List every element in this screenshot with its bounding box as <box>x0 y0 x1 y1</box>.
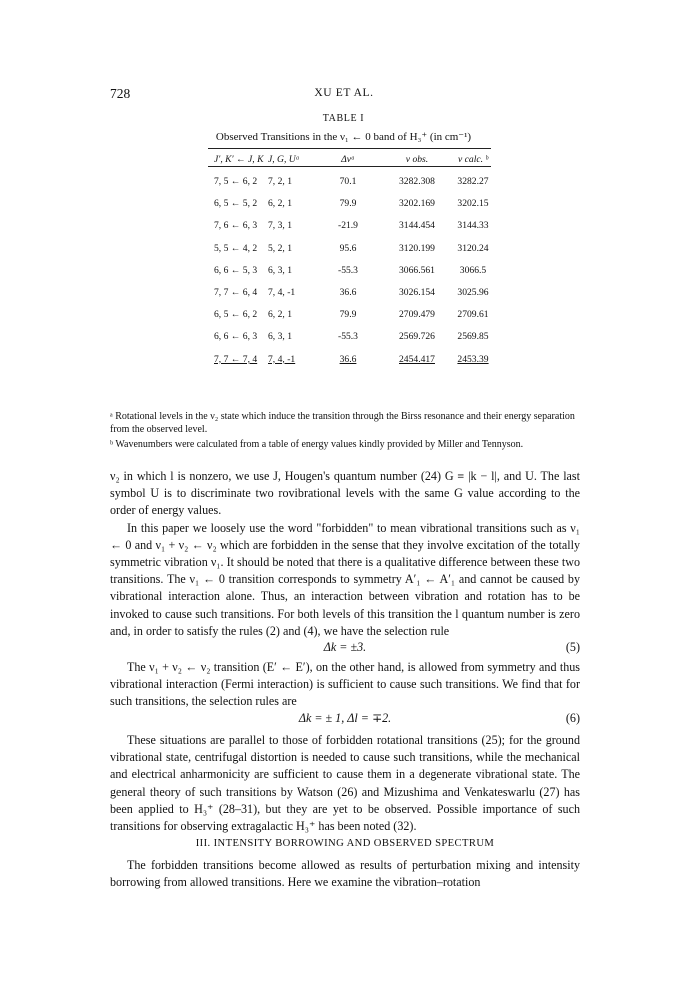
table-label: TABLE I <box>322 113 365 124</box>
table-row <box>0 176 687 196</box>
table-cell: 3282.308 <box>399 176 435 187</box>
table-cell: -55.3 <box>338 331 358 343</box>
page-number: 728 <box>110 86 131 101</box>
table-footnote-a: ᵃ Rotational levels in the ν₂ state which induce the transition through the Birss resonance and their energy separation from the observed level. <box>110 411 575 435</box>
table-cell: 2569.726 <box>399 331 435 343</box>
paragraph-3: The ν₁ + ν₂ ← ν₂ transition (E′ ← E′), on the other hand, is allowed from symmetry and thus vibrational interaction (Fermi interaction) is sufficient to cause such transitions. We find that for such transitions, the selection rules are <box>110 660 580 709</box>
table-header-cell: Δνᵃ <box>341 154 355 165</box>
table-header-cell: J′, K′ ← J, K <box>214 154 264 165</box>
table-cell: 3120.199 <box>399 242 435 254</box>
equation-6-expr: Δk = ± 1, Δl = ∓2. <box>298 711 392 725</box>
table-cell: 36.6 <box>339 287 357 298</box>
table-header-cell: ν obs. <box>405 154 429 165</box>
table-cell: 5, 5 ← 4, 2 <box>214 242 258 254</box>
table-cell: 70.1 <box>339 176 357 187</box>
equation-5-number: (5) <box>565 640 580 654</box>
table-row <box>0 354 687 374</box>
table-cell: 6, 5 ← 5, 2 <box>214 198 258 210</box>
body-text-mid <box>110 659 580 711</box>
table-cell: 3120.24 <box>457 242 489 254</box>
table-cell: 3066.5 <box>459 264 487 276</box>
table-header-cell: J, G, Uᵃ <box>268 154 300 165</box>
table-cell: 3026.154 <box>399 287 435 298</box>
equation-5 <box>110 640 580 658</box>
table-row <box>0 287 687 307</box>
section-heading: III. INTENSITY BORROWING AND OBSERVED SPECTRUM <box>195 838 495 849</box>
page-header <box>110 86 578 104</box>
body-text-top <box>110 468 580 640</box>
table-row <box>0 220 687 240</box>
table-cell: 2569.85 <box>457 331 489 343</box>
table-cell: 2709.479 <box>399 309 435 321</box>
table-cell: 79.9 <box>339 198 357 210</box>
table-cell: 3202.15 <box>457 198 489 210</box>
table-cell: 3144.454 <box>399 220 435 232</box>
paragraph-4: These situations are parallel to those of forbidden rotational transitions (25); for the ground vibrational state, centrifugal distortion is needed to cause such transitions, while the mechanical and electrical anharmonicity are sufficient to cause them in a degenerate vibrational state. The general theory of such transitions by Watson (26) and Mizushima and Venkateswarlu (27) has been applied to H₃⁺ (28–31), but they are yet to be observed. Possible importance of such transitions for observing extragalactic H₃⁺ has been noted (32). <box>110 733 580 834</box>
table-caption: Observed Transitions in the ν₁ ← 0 band of H₃⁺ (in cm⁻¹) <box>215 131 472 143</box>
table-cell: 6, 5 ← 6, 2 <box>214 309 258 321</box>
table-cell: 2453.39 <box>457 353 489 365</box>
table-cell: 7, 7 ← 7, 4 <box>214 353 258 365</box>
table-cell: -55.3 <box>338 264 358 276</box>
table-cell: 6, 3, 1 <box>268 331 292 343</box>
table-row <box>0 198 687 218</box>
running-head: XU ET AL. <box>314 87 374 99</box>
equation-6-number: (6) <box>565 711 580 725</box>
table-cell: 3282.27 <box>457 176 489 187</box>
table-cell: 3066.561 <box>399 264 435 276</box>
table-cell: 5, 2, 1 <box>268 242 292 254</box>
table-cell: 95.6 <box>339 242 357 254</box>
table-cell: 2454.417 <box>399 353 435 365</box>
table-cell: 7, 5 ← 6, 2 <box>214 176 258 187</box>
table-cell: 36.6 <box>339 353 357 365</box>
table-cell: 7, 6 ← 6, 3 <box>214 220 258 232</box>
table-cell: 7, 4, -1 <box>268 353 296 365</box>
table-cell: 6, 2, 1 <box>268 198 292 210</box>
paragraph-2: In this paper we loosely use the word "forbidden" to mean vibrational transitions such as ν₁ ← 0 and ν₁ + ν₂ ← ν₂ which are forbidden in the sense that they involve excitation of the totally symmetric vibration ν₁. It should be noted that there is a qualitative difference between these two transitions. The ν₁ ← 0 transition corresponds to symmetry A′₁ ← A′₁ and cannot be caused by vibrational interaction alone. Thus, an interaction between vibration and rotation has to be invoked to cause such transitions. For both levels of this transition the l quantum number is zero and, in order to satisfy the rules (2) and (4), we have the selection rule <box>110 520 580 638</box>
equation-6 <box>110 711 580 729</box>
table-top-rule <box>208 148 491 149</box>
paragraph-1: ν₂ in which l is nonzero, we use J, Hougen's quantum number (24) G ≡ |k − l|, and U. The last symbol U is to discriminate two rovibrational levels with the same G value according to the order of energy values. <box>110 469 580 518</box>
table-row <box>0 309 687 329</box>
table-header-row <box>0 150 687 170</box>
table-row <box>0 265 687 285</box>
table-cell: 3025.96 <box>457 287 489 298</box>
paragraph-5: The forbidden transitions become allowed as results of perturbation mixing and intensity borrowing from allowed transitions. Here we examine the vibration–rotation <box>110 858 580 890</box>
table-row <box>0 331 687 351</box>
table-header-cell: ν calc. ᵇ <box>457 154 488 165</box>
table-cell: 2709.61 <box>457 309 489 321</box>
table-cell: 7, 3, 1 <box>268 220 292 232</box>
table-cell: 6, 6 ← 6, 3 <box>214 331 258 343</box>
table-cell: -21.9 <box>338 220 358 232</box>
table-cell: 7, 7 ← 6, 4 <box>214 287 258 298</box>
body-text-final <box>110 857 580 891</box>
table-cell: 6, 6 ← 5, 3 <box>214 264 258 276</box>
table-footnote-b: ᵇ Wavenumbers were calculated from a table of energy values kindly provided by Miller and Tennyson. <box>110 439 524 450</box>
table-cell: 3202.169 <box>399 198 435 210</box>
table-cell: 79.9 <box>339 309 357 321</box>
body-text-bottom <box>110 732 580 835</box>
table-cell: 3144.33 <box>457 220 489 232</box>
table-cell: 7, 4, -1 <box>268 287 296 298</box>
table-cell: 6, 3, 1 <box>268 264 292 276</box>
table-row <box>0 243 687 263</box>
table-cell: 6, 2, 1 <box>268 309 292 321</box>
table-cell: 7, 2, 1 <box>268 176 292 187</box>
equation-5-expr: Δk = ±3. <box>323 640 367 654</box>
